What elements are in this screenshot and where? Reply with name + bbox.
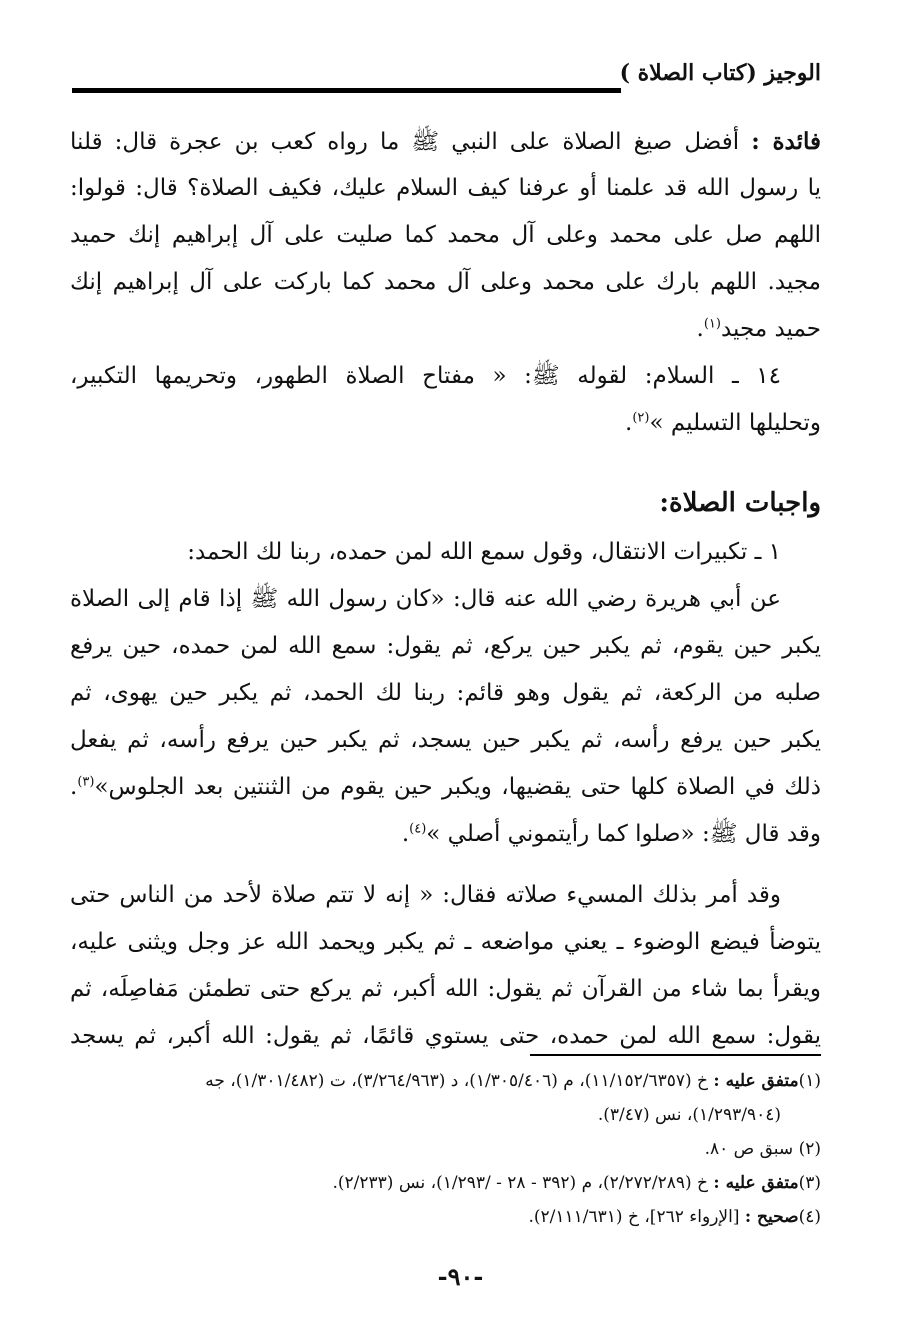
- fawaid-line-4: مجيد. اللهم بارك على محمد وعلى آل محمد كما باركت على آل إبراهيم إنك: [70, 269, 821, 295]
- header-rule: [72, 88, 621, 93]
- hadith-line-4: يكبر حين يرفع رأسه، ثم يكبر حين يسجد، ثم يكبر حين يرفع رأسه، ثم يفعل: [70, 727, 821, 753]
- musi-line-3: ويقرأ بما شاء من القرآن ثم يقول: الله أكبر، ثم يركع حتى تطمئن مَفاصِلَه، ثم: [70, 976, 821, 1002]
- footnote-ref-3: (٣): [77, 774, 95, 790]
- fawaid-line-5: حميد مجيد$^{(١)}$.: [696, 316, 821, 342]
- musi-line-2: يتوضأ فيضع الوضوء ـ يعني مواضعه ـ ثم يكبر ويحمد الله عز وجل ويثنى عليه،: [70, 929, 821, 955]
- footnote-4: (٤)صحيح : [الإرواء ٢٦٢]، خ (٢/١١١/٦٣١).: [528, 1207, 821, 1227]
- section-heading: واجبات الصلاة:: [659, 488, 821, 518]
- footnote-ref-2: (٢): [632, 410, 650, 426]
- main-text: [70, 118, 821, 1060]
- fawaid-line-2: يا رسول الله قد علمنا أو عرفنا كيف السلام عليك، فكيف الصلاة؟ قال: قولوا:: [70, 175, 821, 201]
- hadith-line-5: ذلك في الصلاة كلها حتى يقضيها، ويكبر حين يقوم من الثنتين بعد الجلوس»$^{(٣)}$.: [70, 774, 821, 800]
- footnote-1: (١)متفق عليه : خ (١١/١٥٢/٦٣٥٧)، م (١/٣٠٥/٤٠٦)، د (٣/٢٦٤/٩٦٣)، ت (١/٣٠١/٤٨٢)، جه: [205, 1071, 821, 1091]
- salam-line-1: ١٤ ـ السلام: لقوله ﷺ: « مفتاح الصلاة الطهور، وتحريمها التكبير،: [70, 363, 781, 389]
- footnote-ref-4: (٤): [409, 821, 427, 837]
- hadith-line-1: عن أبي هريرة رضي الله عنه قال: «كان رسول الله ﷺ إذا قام إلى الصلاة: [70, 586, 781, 612]
- footnote-ref-1: (١): [703, 316, 721, 332]
- item-1: ١ ـ تكبيرات الانتقال، وقول سمع الله لمن حمده، ربنا لك الحمد:: [187, 539, 781, 565]
- running-header: الوجيز (كتاب الصلاة ): [619, 60, 821, 86]
- footnotes: [80, 1064, 821, 1234]
- fawaid-label: فائدة :: [751, 128, 821, 155]
- footnote-3: (٣)متفق عليه : خ (٢/٢٧٢/٢٨٩)، م (٣٩٢ - ٢٨ - /١/٢٩٣)، نس (٢/٢٣٣).: [332, 1173, 821, 1193]
- hadith-line-2: يكبر حين يقوم، ثم يكبر حين يركع، ثم يقول: سمع الله لمن حمده، حين يرفع: [70, 633, 821, 659]
- musi-line-4: يقول: سمع الله لمن حمده، حتى يستوي قائمًا، ثم يقول: الله أكبر، ثم يسجد: [70, 1023, 821, 1049]
- musi-line-1: وقد أمر بذلك المسيء صلاته فقال: « إنه لا تتم صلاة لأحد من الناس حتى: [70, 882, 781, 908]
- page-number: -٩٠-: [437, 1262, 484, 1291]
- salam-line-2: وتحليلها التسليم »$^{(٢)}$.: [625, 410, 821, 436]
- hadith-line-3: صلبه من الركعة، ثم يقول وهو قائم: ربنا لك الحمد، ثم يكبر حين يهوى، ثم: [70, 680, 821, 706]
- footnote-2: (٢) سبق ص ٨٠.: [704, 1139, 821, 1159]
- salu-line: وقد قال ﷺ: «صلوا كما رأيتموني أصلي »$^{(٤)}$.: [401, 821, 821, 847]
- footnote-1-continued: (١/٢٩٣/٩٠٤)، نس (٣/٤٧).: [597, 1105, 781, 1125]
- footnote-rule: [530, 1054, 821, 1056]
- fawaid-line-3: اللهم صل على محمد وعلى آل محمد كما صليت على آل إبراهيم إنك حميد: [70, 222, 821, 248]
- fawaid-line-1: فائدة : أفضل صيغ الصلاة على النبي ﷺ ما رواه كعب بن عجرة قال: قلنا: [70, 128, 821, 155]
